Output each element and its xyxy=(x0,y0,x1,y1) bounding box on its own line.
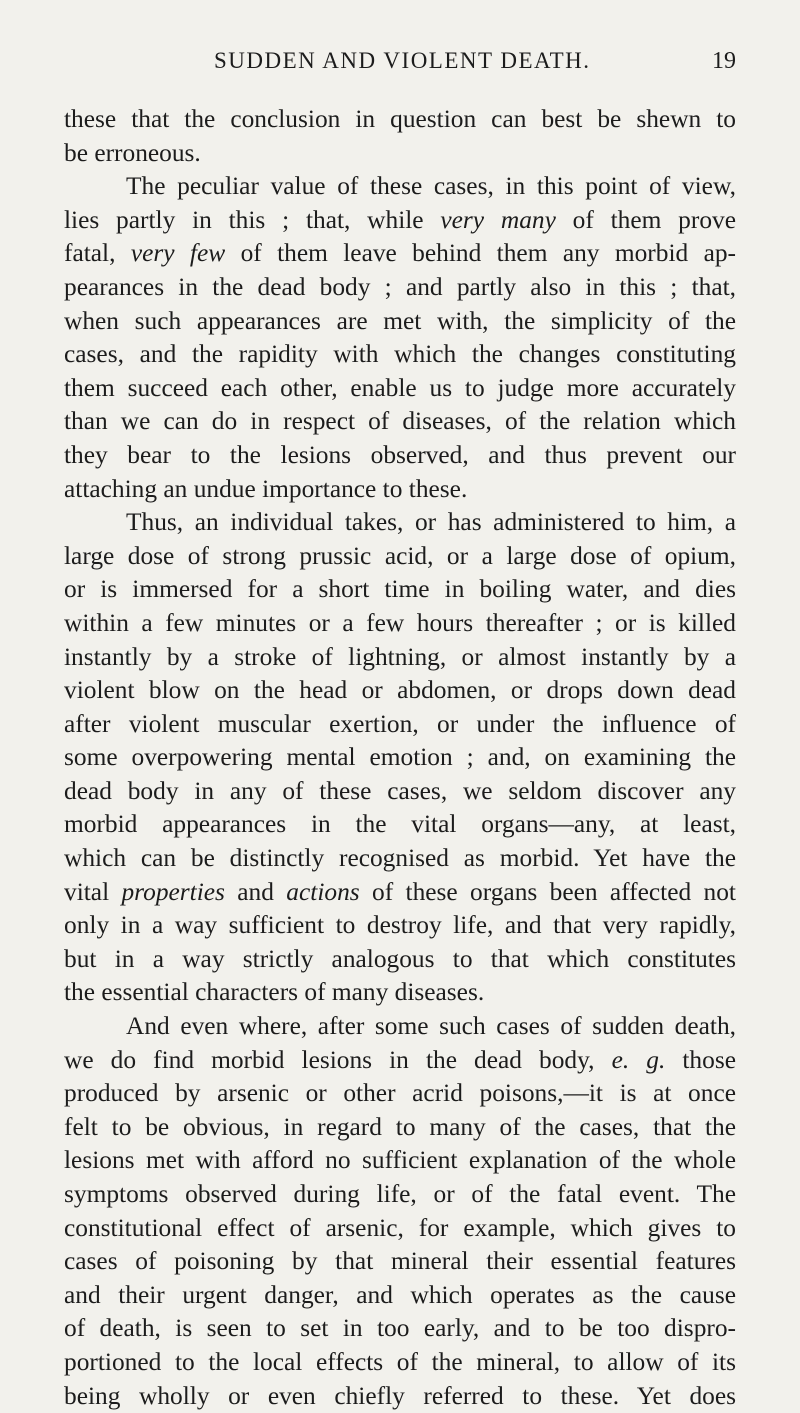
text-run: of them prove xyxy=(555,205,736,234)
text-line: them succeed each other, enable us to judge more accurately xyxy=(64,373,736,402)
text-line: instantly by a stroke of lightning, or almost instantly by a xyxy=(64,642,736,671)
text-line: and their urgent danger, and which operates as the cause xyxy=(64,1280,736,1309)
text-line xyxy=(64,876,736,910)
running-title: SUDDEN AND VIOLENT DEATH. xyxy=(214,48,591,73)
text-line: dead body in any of these cases, we seldom discover any xyxy=(64,776,736,805)
text-line: than we can do in respect of diseases, of the relation which xyxy=(64,407,736,436)
text-line: some overpowering mental emotion ; and, on examining the xyxy=(64,743,736,772)
text-line xyxy=(64,1044,736,1078)
text-line: symptoms observed during life, or of the fatal event. The xyxy=(64,1180,736,1208)
text-line: after violent muscular exertion, or under the influence of xyxy=(64,709,736,738)
text-line xyxy=(64,237,736,271)
text-line: or is immersed for a short time in boiling water, and dies xyxy=(64,575,736,604)
text-line: being wholly or even chiefly referred to these. Yet does xyxy=(64,1381,736,1410)
text-line: cases, and the rapidity with which the changes constituting xyxy=(64,340,736,369)
text-line: the essential characters of many diseases. xyxy=(64,978,485,1007)
text-run: those xyxy=(665,1045,736,1074)
text-line: felt to be obvious, in regard to many of the cases, that the xyxy=(64,1112,736,1141)
italic-phrase: very few xyxy=(130,239,226,268)
text-run: of these organs been affected not xyxy=(359,877,736,906)
text-line: constitutional effect of arsenic, for example, which gives to xyxy=(64,1213,736,1242)
text-line: within a few minutes or a few hours thereafter ; or is killed xyxy=(64,608,736,637)
text-line: only in a way sufficient to destroy life, and that very rapidly, xyxy=(64,911,736,940)
text-line: violent blow on the head or abdomen, or drops down dead xyxy=(64,676,736,705)
text-line: large dose of strong prussic acid, or a large dose of opium, xyxy=(64,541,736,570)
page-number: 19 xyxy=(712,48,736,74)
text-line xyxy=(64,204,736,238)
text-line: attaching an undue importance to these. xyxy=(64,474,468,503)
text-line: portioned to the local effects of the mineral, to allow of its xyxy=(64,1347,736,1376)
text-run: and xyxy=(224,877,287,906)
text-line: Thus, an individual takes, or has administered to him, a xyxy=(126,508,736,537)
text-line: And even where, after some such cases of sudden death, xyxy=(126,1012,736,1041)
italic-phrase: very many xyxy=(440,205,556,234)
body-text xyxy=(64,103,736,1413)
text-line: when such appearances are met with, the simplicity of the xyxy=(64,306,736,335)
italic-phrase: actions xyxy=(286,877,360,906)
text-line: produced by arsenic or other acrid poisons,—it is at once xyxy=(64,1079,736,1108)
text-line: cases of poisoning by that mineral their essential features xyxy=(64,1247,736,1276)
running-head xyxy=(64,44,736,78)
text-line: but in a way strictly analogous to that which constitutes xyxy=(64,944,736,973)
italic-phrase: properties xyxy=(121,877,225,906)
text-run: we do find morbid lesions in the dead body, xyxy=(64,1045,612,1074)
text-line: The peculiar value of these cases, in this point of view, xyxy=(126,172,736,201)
text-line: which can be distinctly recognised as morbid. Yet have the xyxy=(64,844,736,873)
italic-phrase: e. g. xyxy=(611,1045,666,1074)
text-line: lesions met with afford no sufficient explanation of the whole xyxy=(64,1146,736,1175)
text-run: vital xyxy=(64,877,122,906)
text-run: of them leave behind them any morbid ap- xyxy=(225,239,737,268)
text-run: fatal, xyxy=(64,239,131,268)
text-line: be erroneous. xyxy=(64,138,201,167)
text-line: pearances in the dead body ; and partly also in this ; that, xyxy=(64,272,736,301)
text-run: lies partly in this ; that, while xyxy=(64,205,441,234)
text-line: morbid appearances in the vital organs—any, at least, xyxy=(64,810,736,839)
text-line: of death, is seen to set in too early, and to be too dispro- xyxy=(64,1314,736,1343)
text-line: these that the conclusion in question can best be shewn to xyxy=(64,105,736,133)
text-line: they bear to the lesions observed, and thus prevent our xyxy=(64,440,736,469)
